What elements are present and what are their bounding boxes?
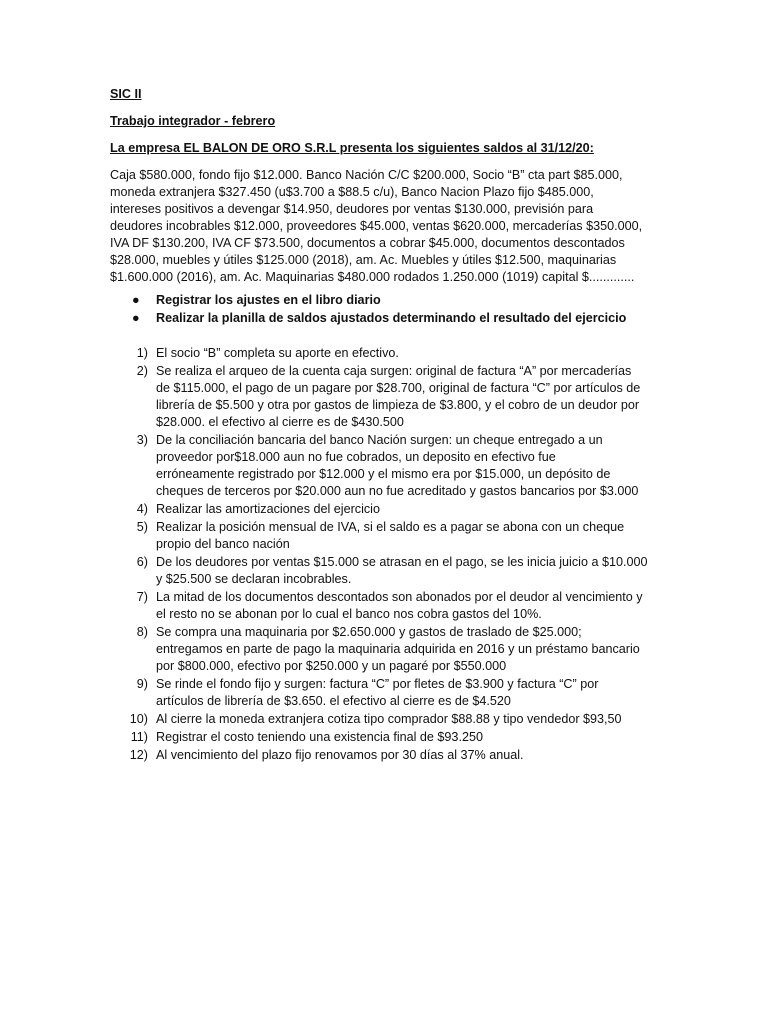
- course-title: SIC II: [110, 87, 142, 101]
- item-number: 8): [136, 625, 148, 639]
- item-number: 12): [129, 748, 148, 762]
- numbered-item: [110, 747, 665, 764]
- item-text-line: cheques de terceros por $20.000 aun no fue acreditado y gastos bancarios por $3.000: [156, 484, 639, 498]
- task-text: Registrar los ajustes en el libro diario: [156, 293, 381, 307]
- numbered-item: [110, 729, 665, 746]
- item-number: 1): [136, 346, 148, 360]
- item-number: 6): [136, 555, 148, 569]
- numbered-item: [110, 676, 665, 710]
- item-text-line: artículos de librería de $3.650. el efectivo al cierre es de $4.520: [156, 694, 511, 708]
- adjustments-numbered-list: [110, 345, 665, 764]
- item-number: 5): [136, 520, 148, 534]
- item-text-line: Registrar el costo teniendo una existencia final de $93.250: [156, 730, 483, 744]
- opening-balances-paragraph: [110, 167, 665, 286]
- numbered-item: [110, 624, 665, 675]
- item-text-line: proveedor por$18.000 aun no fue cobrados, un deposito en efectivo fue: [156, 450, 556, 464]
- numbered-item: [110, 711, 665, 728]
- item-number: 3): [136, 433, 148, 447]
- item-text-line: de $115.000, el pago de un pagare por $28.700, original de factura “C” por artículos de: [156, 381, 641, 395]
- item-text-line: Se realiza el arqueo de la cuenta caja surgen: original de factura “A” por mercaderías: [156, 364, 632, 378]
- task-item: [110, 292, 665, 309]
- item-text-line: Se compra una maquinaria por $2.650.000 y gastos de traslado de $25.000;: [156, 625, 582, 639]
- item-number: 4): [136, 502, 148, 516]
- item-text-line: y $25.500 se declaran incobrables.: [156, 572, 352, 586]
- item-text-line: Al cierre la moneda extranjera cotiza tipo comprador $88.88 y tipo vendedor $93,50: [156, 712, 622, 726]
- item-text-line: el resto no se abonan por lo cual el banco nos cobra gastos del 10%.: [156, 607, 542, 621]
- numbered-item: [110, 589, 665, 623]
- task-bullet-list: [110, 292, 665, 327]
- item-text-line: entregamos en parte de pago la maquinaria adquirida en 2016 y un préstamo bancario: [156, 642, 640, 656]
- numbered-item: [110, 345, 665, 362]
- item-text-line: Realizar las amortizaciones del ejercicio: [156, 502, 380, 516]
- numbered-item: [110, 554, 665, 588]
- item-text-line: propio del banco nación: [156, 537, 290, 551]
- paragraph-line: IVA DF $130.200, IVA CF $73.500, documentos a cobrar $45.000, documentos descontados: [110, 236, 625, 250]
- item-number: 2): [136, 364, 148, 378]
- numbered-item: [110, 432, 665, 500]
- item-text-line: erróneamente registrado por $12.000 y el mismo era por $15.000, un depósito de: [156, 467, 611, 481]
- item-text-line: De los deudores por ventas $15.000 se atrasan en el pago, se les inicia juicio a $10.000: [156, 555, 648, 569]
- task-text: Realizar la planilla de saldos ajustados determinando el resultado del ejercicio: [156, 311, 627, 325]
- item-text-line: El socio “B” completa su aporte en efectivo.: [156, 346, 399, 360]
- numbered-item: [110, 363, 665, 431]
- item-text-line: Se rinde el fondo fijo y surgen: factura “C” por fletes de $3.900 y factura “C” por: [156, 677, 599, 691]
- item-number: 11): [130, 730, 148, 744]
- item-text-line: por $800.000, efectivo por $250.000 y un pagaré por $550.000: [156, 659, 507, 673]
- paragraph-line: Caja $580.000, fondo fijo $12.000. Banco Nación C/C $200.000, Socio “B” cta part $85.000,: [110, 168, 623, 182]
- item-number: 7): [136, 590, 148, 604]
- statement-heading: La empresa EL BALON DE ORO S.R.L presenta los siguientes saldos al 31/12/20:: [110, 141, 594, 155]
- item-number: 9): [136, 677, 148, 691]
- numbered-item: [110, 519, 665, 553]
- assignment-title: Trabajo integrador - febrero: [110, 114, 276, 128]
- paragraph-line: $1.600.000 (2016), am. Ac. Maquinarias $480.000 rodados 1.250.000 (1019) capital $.............: [110, 270, 635, 284]
- item-text-line: De la conciliación bancaria del banco Nación surgen: un cheque entregado a un: [156, 433, 603, 447]
- numbered-item: [110, 501, 665, 518]
- paragraph-line: deudores incobrables $12.000, proveedores $45.000, ventas $620.000, mercaderías $350.000,: [110, 219, 643, 233]
- item-text-line: La mitad de los documentos descontados son abonados por el deudor al vencimiento y: [156, 590, 643, 604]
- paragraph-line: intereses positivos a devengar $14.950, deudores por ventas $130.000, previsión para: [110, 202, 594, 216]
- item-text-line: librería de $5.500 y otra por gastos de limpieza de $3.800, y el cobro de un deudor por: [156, 398, 640, 412]
- task-item: [110, 310, 665, 327]
- item-text-line: Realizar la posición mensual de IVA, si el saldo es a pagar se abona con un cheque: [156, 520, 625, 534]
- bullet-icon: ●: [132, 311, 140, 325]
- paragraph-line: $28.000, muebles y útiles $125.000 (2018), am. Ac. Muebles y útiles $12.500, maquinarias: [110, 253, 617, 267]
- paragraph-line: moneda extranjera $327.450 (u$3.700 a $88.5 c/u), Banco Nacion Plazo fijo $485.000,: [110, 185, 594, 199]
- document-page: [110, 86, 665, 765]
- bullet-icon: ●: [132, 293, 140, 307]
- item-number: 10): [129, 712, 148, 726]
- item-text-line: Al vencimiento del plazo fijo renovamos por 30 días al 37% anual.: [156, 748, 524, 762]
- item-text-line: $28.000. el efectivo al cierre es de $430.500: [156, 415, 404, 429]
